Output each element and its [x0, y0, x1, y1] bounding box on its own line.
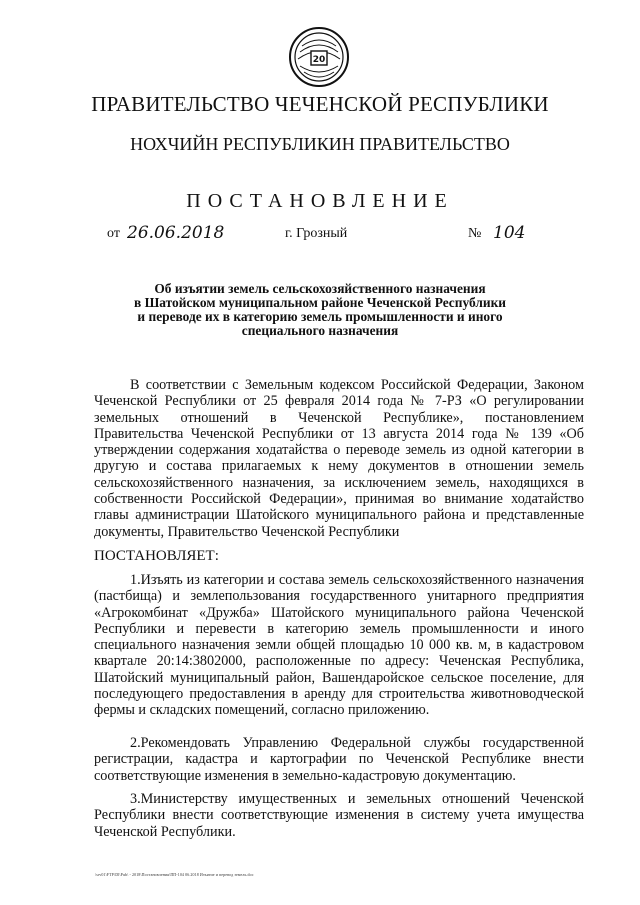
preamble-paragraph: В соответствии с Земельным кодексом Российской Федерации, Законом Чеченской Республики от 25 февраля 2014 года № 7-РЗ «О регулировании земельных отношений в Чеченской Республике», постановлением Правительства Чеченской Республики от 13 августа 2014 года № 139 «Об утверждении содержания ходатайства о переводе земель из одной категории в другую и состава прилагаемых к нему документов в отношении земель сельскохозяйственного назначения, за исключением земель, находящихся в собственности Российской Федерации», принимая во внимание ходатайство главы администрации Шатойского муниципального района и представленные документы, Правительство Чеченской Республики	[94, 377, 584, 540]
decree-item	[94, 572, 584, 719]
number-prefix: №	[468, 226, 482, 241]
decree-item	[94, 791, 584, 840]
date-value: 26.06.2018	[127, 223, 225, 243]
date-prefix: от	[107, 226, 120, 241]
subject-line: в Шатойском муниципальном районе Чеченской Республики	[133, 295, 506, 310]
decree-item	[94, 735, 584, 784]
subject-heading	[60, 282, 580, 338]
city-label: г. Грозный	[285, 226, 348, 241]
subject-line: Об изъятии земель сельскохозяйственного назначения	[154, 281, 486, 296]
subject-line: специального назначения	[241, 323, 399, 338]
number-value: 104	[493, 223, 526, 243]
government-title-chechen: НОХЧИЙН РЕСПУБЛИКИН ПРАВИТЕЛЬСТВО	[130, 134, 510, 154]
footer-file-path: \srv01\FTP\Dl\Pub\ - 2018\Постановления\ПП-104 06.2018 Изъятие и перевод земель.doc	[95, 872, 254, 877]
emblem-number: 20	[312, 55, 326, 65]
decree-item-text: 1.Изъять из категории и состава земель сельскохозяйственного назначения (пастбища) и землепользования государственного унитарного предприятия «Агрокомбинат «Дружба» Шатойского муниципального района Чеченской Республики и перевести в категорию земель промышленности и иного специального назначения земли общей площадью 10 000 кв. м, в кадастровом квартале 20:14:3802000, расположенные по адресу: Чеченская Республика, Шатойский муниципальный район, Вашендаройское сельское поселение, для последующего предоставления в аренду для строительства животноводческой фермы и складских помещений, согласно приложению.	[94, 572, 584, 719]
decree-item-text: 3.Министерству имущественных и земельных отношений Чеченской Республики внести соответствующие изменения в систему учета имущества Чеченской Республики.	[94, 791, 584, 840]
government-title: ПРАВИТЕЛЬСТВО ЧЕЧЕНСКОЙ РЕСПУБЛИКИ	[91, 92, 549, 116]
subject-line: и переводе их в категорию земель промышленности и иного	[137, 309, 503, 324]
preamble-block	[94, 377, 584, 540]
coat-of-arms-emblem	[288, 26, 350, 88]
decree-item-text: 2.Рекомендовать Управлению Федеральной службы государственной регистрации, кадастра и картографии по Чеченской Республике внести соответствующие изменения в земельно-кадастровую документацию.	[94, 735, 584, 784]
decree-word: ПОСТАНОВЛЯЕТ:	[94, 548, 219, 564]
document-type-title: ПОСТАНОВЛЕНИЕ	[186, 190, 454, 212]
